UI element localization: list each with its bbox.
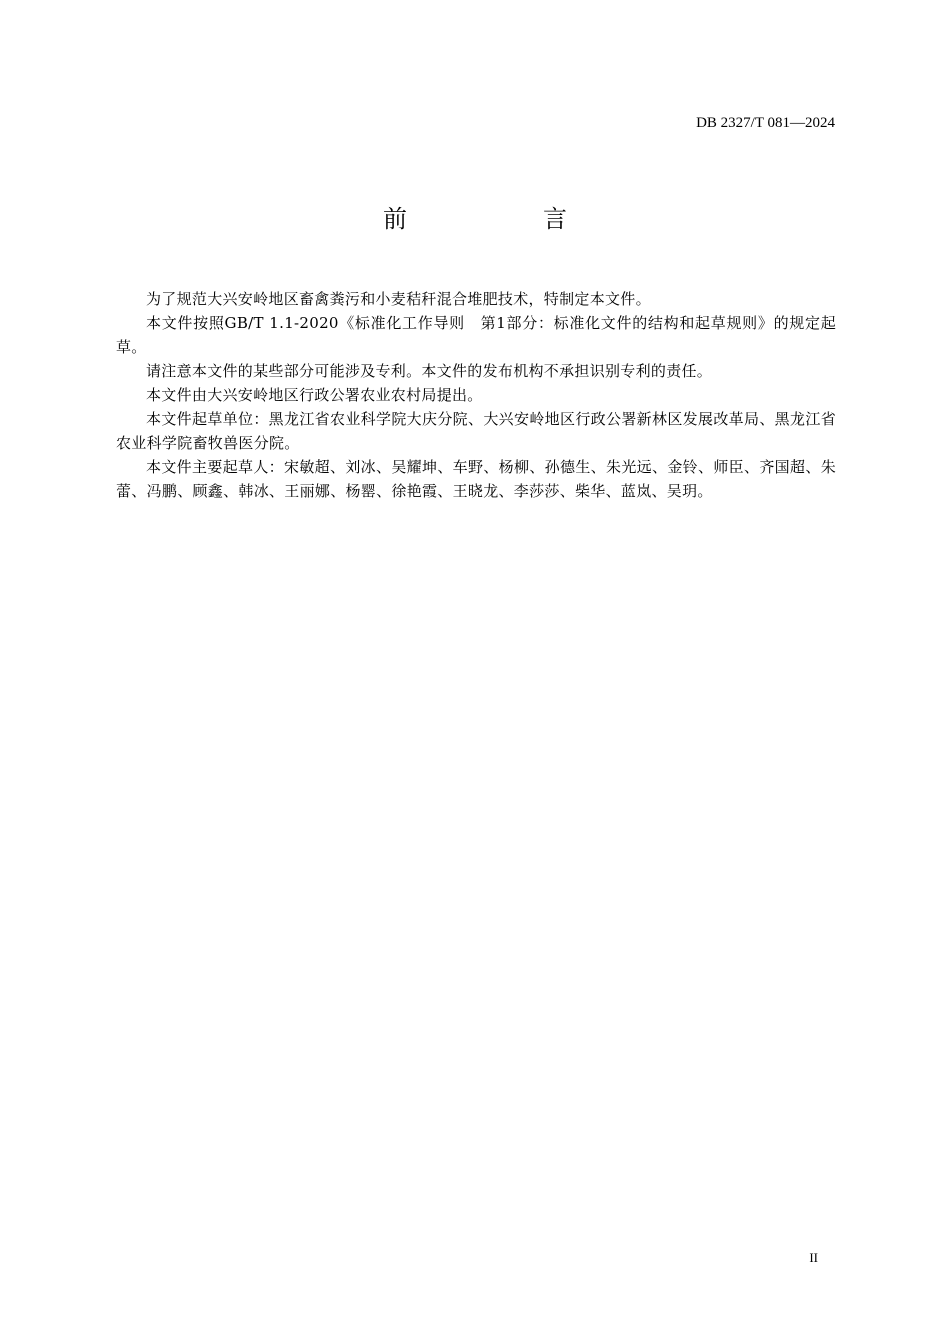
document-code: DB 2327/T 081—2024 <box>696 115 835 131</box>
page-number: II <box>809 1250 818 1265</box>
paragraph-purpose: 为了规范大兴安岭地区畜禽粪污和小麦秸秆混合堆肥技术，特制定本文件。 <box>146 290 651 308</box>
paragraph-drafters: 本文件主要起草人：宋敏超、刘冰、吴耀坤、车野、杨柳、孙德生、朱光远、金铃、师臣、齐国超、朱蕾、冯鹏、顾鑫、韩冰、王丽娜、杨罂、徐艳霞、王晓龙、李莎莎、柴华、蓝岚、吴玥。 <box>116 458 836 500</box>
foreword-body <box>116 287 836 503</box>
paragraph-drafting-rules: 本文件按照GB/T 1.1-2020《标准化工作导则 第1部分：标准化文件的结构和起草规则》的规定起草。 <box>116 314 836 356</box>
paragraph-patent-notice: 请注意本文件的某些部分可能涉及专利。本文件的发布机构不承担识别专利的责任。 <box>146 362 713 380</box>
paragraph-drafting-units: 本文件起草单位：黑龙江省农业科学院大庆分院、大兴安岭地区行政公署新林区发展改革局、黑龙江省农业科学院畜牧兽医分院。 <box>116 410 836 452</box>
page-title: 前 言 <box>383 205 623 233</box>
paragraph-proposer: 本文件由大兴安岭地区行政公署农业农村局提出。 <box>146 386 483 404</box>
